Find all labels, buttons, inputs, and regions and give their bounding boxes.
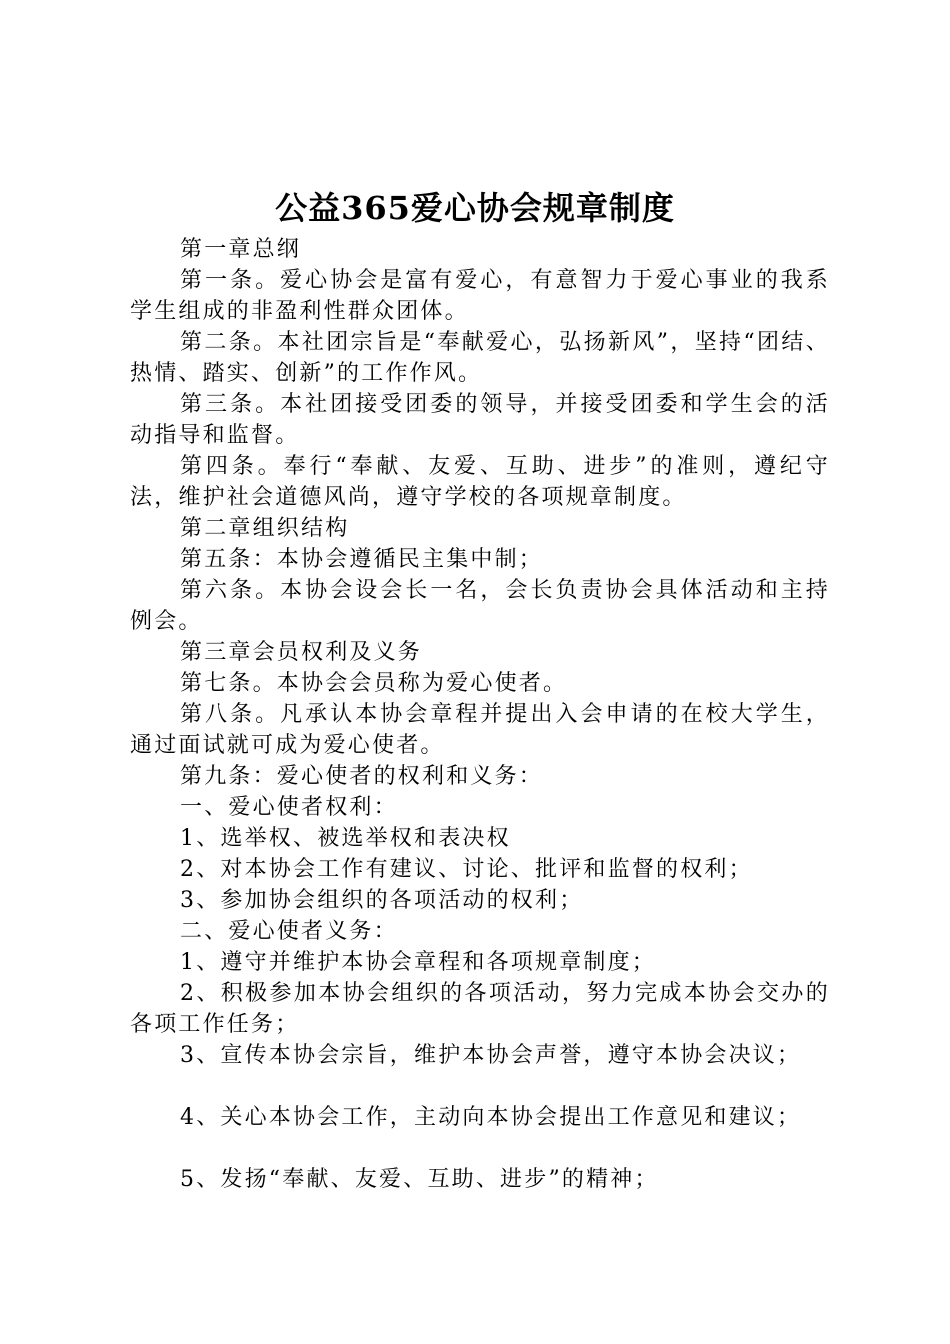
duties-item-1: 1、遵守并维护本协会章程和各项规章制度； (180, 950, 656, 975)
article-7: 第七条。本协会会员称为爱心使者。 (180, 671, 568, 696)
duties-item-4: 4、关心本协会工作，主动向本协会提出工作意见和建议； (180, 1105, 802, 1130)
article-9: 第九条：爱心使者的权利和义务： (180, 764, 544, 789)
article-6: 第六条。本协会设会长一名，会长负责协会具体活动和主持例会。 (130, 578, 830, 634)
chapter-1-heading: 第一章总纲 (180, 237, 302, 262)
duties-item-5: 5、发扬“奉献、友爱、互助、进步”的精神； (180, 1167, 659, 1192)
article-2: 第二条。本社团宗旨是“奉献爱心，弘扬新风”，坚持“团结、热情、踏实、创新”的工作作风。 (130, 330, 830, 386)
chapter-3-heading: 第三章会员权利及义务 (180, 640, 423, 665)
duties-item-2: 2、积极参加本协会组织的各项活动，努力完成本协会交办的各项工作任务； (130, 981, 830, 1037)
duties-heading: 二、爱心使者义务： (180, 919, 398, 944)
rights-heading: 一、爱心使者权利： (180, 795, 398, 820)
article-8: 第八条。凡承认本协会章程并提出入会申请的在校大学生，通过面试就可成为爱心使者。 (130, 702, 830, 758)
chapter-2-heading: 第二章组织结构 (180, 516, 350, 541)
rights-item-3: 3、参加协会组织的各项活动的权利； (180, 888, 584, 913)
article-4: 第四条。奉行“奉献、友爱、互助、进步”的准则，遵纪守法，维护社会道德风尚，遵守学校的各项规章制度。 (130, 454, 830, 510)
document-title: 公益365爱心协会规章制度 (275, 189, 675, 227)
article-5: 第五条：本协会遵循民主集中制； (180, 547, 544, 572)
article-1: 第一条。爱心协会是富有爱心，有意智力于爱心事业的我系学生组成的非盈利性群众团体。 (130, 268, 830, 324)
document-body (130, 234, 830, 1195)
duties-item-3: 3、宣传本协会宗旨，维护本协会声誉，遵守本协会决议； (180, 1043, 802, 1068)
rights-item-2: 2、对本协会工作有建议、讨论、批评和监督的权利； (180, 857, 753, 882)
rights-item-1: 1、选举权、被选举权和表决权 (180, 826, 511, 851)
article-3: 第三条。本社团接受团委的领导，并接受团委和学生会的活动指导和监督。 (130, 392, 830, 448)
